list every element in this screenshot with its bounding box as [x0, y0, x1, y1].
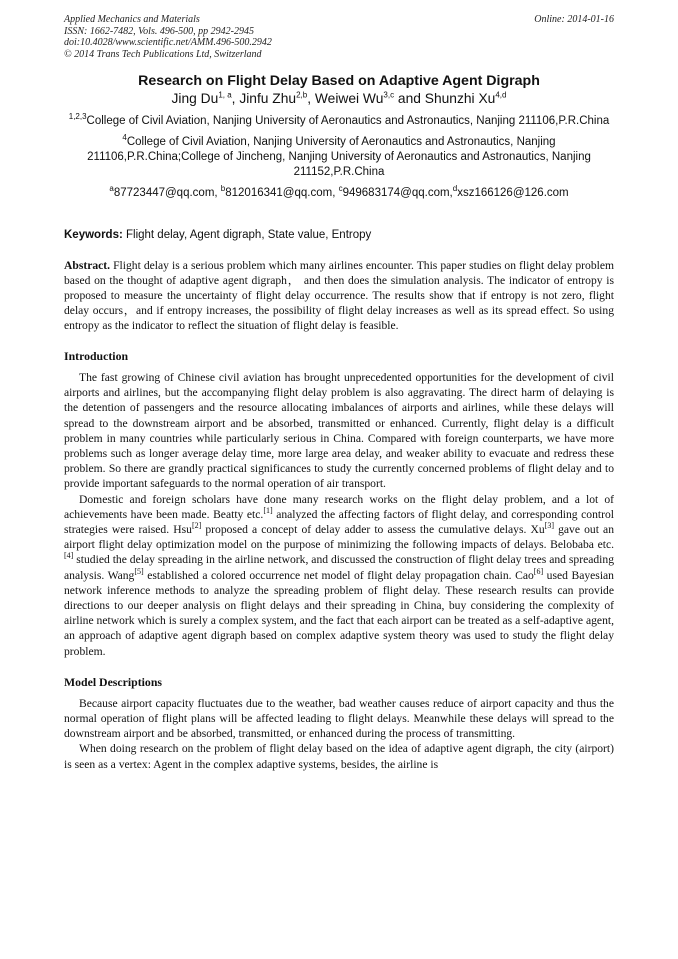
citation-marker: [1] [263, 505, 273, 515]
paragraph-text: gave out an airport flight delay optimization model on the purpose of minimizing the following impacts of delays. Belobaba etc. [64, 523, 614, 552]
author-superscript: 2,b [296, 90, 308, 100]
intro-paragraph-2 [64, 492, 614, 659]
section-heading-introduction: Introduction [64, 349, 129, 363]
citation-marker: [2] [191, 521, 202, 531]
affiliation-superscript: 4 [122, 133, 127, 143]
paragraph-text: analyzed the affecting factors of flight delay, and corresponding control strategies were raised. Hsu [64, 507, 614, 537]
citation-marker: [3] [544, 521, 554, 531]
email-superscript: d [452, 184, 458, 194]
journal-name: Applied Mechanics and Materials [64, 14, 200, 25]
abstract-text: Flight delay is a serious problem which many airlines encounter. This paper studies on flight delay problem based on the thought of adaptive agent digraph， and then does the simulation analysis. The indicator of entropy is proposed to measure the uncertainty of flight delay occurrence. The results show that if entropy is not zero, flight delay occurs，and if entropy increases, the possibility of flight delay increases as well as its spread effect. So using entropy as the indicator to reflect the situation of flight delay is feasible. [64, 259, 614, 332]
email-superscript: a [109, 184, 114, 194]
author-list [64, 90, 614, 108]
model-paragraph-2: When doing research on the problem of flight delay based on the idea of adaptive agent digraph, the city (airport) is seen as a vertex: Agent in the complex adaptive systems, besides, the airline is [64, 742, 614, 771]
doi-line: doi:10.4028/www.scientific.net/AMM.496-500.2942 [64, 37, 272, 48]
affiliation-1 [64, 114, 614, 129]
abstract [64, 258, 614, 333]
affiliation-superscript: 1,2,3 [68, 112, 87, 122]
paragraph-text: established a colored occurrence net model of flight delay propagation chain. Cao [143, 568, 534, 582]
author-separator: and [394, 91, 425, 106]
email-superscript: c [338, 184, 343, 194]
journal-header [64, 14, 614, 60]
author-superscript: 4,d [495, 90, 507, 100]
citation-marker: [4] [64, 551, 74, 561]
affiliation-text: College of Civil Aviation, Nanjing University of Aeronautics and Astronautics, Nanjing 211106,P.R.China [86, 115, 610, 127]
paragraph-text: used Bayesian network inference methods to analyze the spreading problem of flight delay. These research results can provide directions to our deeper analysis on flight delays and their spreading in China, buy considering the complexity of airline network which is surely a complex system, and the fact that each airport can be treated as a self-adaptive agent, an approach of adaptive agent digraph based on complex adaptive system theory was used to study the flight delay problem. [64, 568, 614, 658]
paragraph-text: studied the delay spreading in the airline network, and discussed the construction of flight delay trees and spreading analysis. Wang [64, 553, 614, 582]
email-address: xsz166126@126.com [457, 187, 569, 199]
author-name: Jinfu Zhu [239, 91, 297, 106]
keywords [64, 228, 614, 243]
email-superscript: b [220, 184, 226, 194]
affiliation-2 [64, 135, 614, 180]
author-separator: , [231, 91, 240, 106]
model-paragraph-1: Because airport capacity fluctuates due to the weather, bad weather causes reduce of airport capacity and thus the normal operation of flight plans will be affected leading to flight delays. Meanwhile these delays will spread to the downstream airport and be absorbed, transmitted, or enhanced during the process of transmitting. [64, 696, 614, 741]
intro-paragraph-1: The fast growing of Chinese civil aviation has brought unprecedented opportunities for the development of civil airports and airlines, but the accompanying flight delay problem is also aggravating. The direct harm of delaying is the detention of passengers and the resource allocating imbalances of airports and airlines, while these delays will spread to the downstream airport and be absorbed, transmitted or enhanced. Currently, flight delay is a difficult problem in many countries while particularly serious in China. Compared with foreign counterparts, we have more problems such as longer average delay time, more large area delay, and weaker ability to evacuate and redress these problem. So there are grandly practical significances to study the currently concerned problems of flight delay and to provide important safeguards to the normal operation of air transport. [64, 371, 614, 491]
abstract-label: Abstract. [64, 259, 111, 272]
paragraph-text: Domestic and foreign scholars have done many research works on the flight delay problem, and a lot of achievements have been made. Beatty etc. [64, 492, 614, 521]
email-address: 949683174@qq.com [342, 187, 450, 199]
author-name: Weiwei Wu [314, 91, 384, 106]
author-superscript: 3,c [383, 90, 395, 100]
issn-line: ISSN: 1662-7482, Vols. 496-500, pp 2942-2945 [64, 25, 254, 37]
email-address: 87723447@qq.com [113, 187, 215, 199]
paragraph-text: proposed a concept of delay adder to assess the cumulative delays. Xu [201, 523, 545, 537]
citation-marker: [6] [533, 566, 544, 576]
citation-marker: [5] [134, 566, 144, 576]
copyright-line: © 2014 Trans Tech Publications Ltd, Switzerland [64, 48, 262, 60]
paper-title: Research on Flight Delay Based on Adaptive Agent Digraph [138, 73, 540, 89]
section-heading-model-descriptions: Model Descriptions [64, 674, 162, 689]
author-superscript: 1, a [218, 90, 232, 100]
keywords-label: Keywords: [64, 229, 123, 241]
email-address: 812016341@qq.com [225, 187, 333, 199]
author-name: Jing Du [171, 91, 219, 106]
author-separator: , [307, 91, 315, 106]
email-list: $^a$87723447@qq.com, $^b$812016341@qq.com, $^c$949683174@qq.com,$^d$xsz166126@126.com [109, 184, 569, 199]
online-date: Online: 2014-01-16 [534, 14, 614, 25]
author-name: Shunzhi Xu [424, 91, 496, 106]
affiliation-text: College of Civil Aviation, Nanjing University of Aeronautics and Astronautics, Nanjing 211106,P.R.China;College of Jincheng, Nanjing University of Aeronautics and Astronautics, Nanjing 211152,P.R.China [87, 136, 591, 178]
keywords-text: Flight delay, Agent digraph, State value, Entropy [122, 229, 372, 241]
